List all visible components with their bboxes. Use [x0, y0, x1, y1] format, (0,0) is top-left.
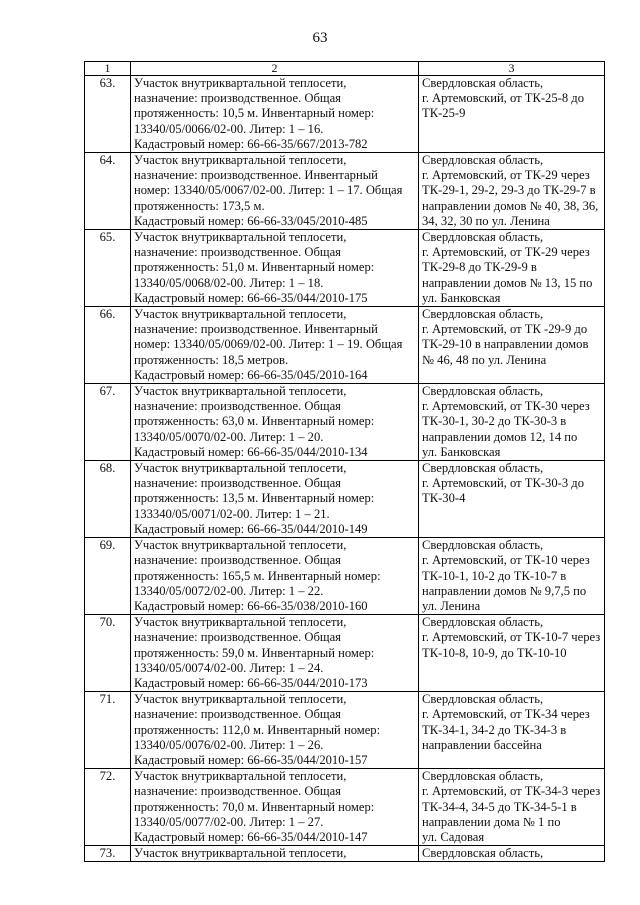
table-row [85, 692, 605, 769]
row-number-cell: 64. [85, 153, 131, 230]
table-row [85, 230, 605, 307]
object-description-cell: Участок внутриквартальной теплосети, назначение: производственное. Общая протяженность: 63,0 м. Инвентарный номер: 13340/05/0070/02-00. Литер: 1 – 20. Кадастровый номер: 66-66-35/044/2010-134 [131, 384, 419, 461]
column-header: 2 [131, 62, 419, 76]
object-location-cell: Свердловская область, г. Артемовский, от ТК -29-9 до ТК-29-10 в направлении домов № 46, 48 по ул. Ленина [419, 307, 605, 384]
page-number: 63 [312, 30, 328, 46]
object-location-cell: Свердловская область, г. Артемовский, от ТК-25-8 до ТК-25-9 [419, 76, 605, 153]
object-location-cell: Свердловская область, г. Артемовский, от ТК-30 через ТК-30-1, 30-2 до ТК-30-3 в направлении домов 12, 14 по ул. Банковская [419, 384, 605, 461]
object-location-cell: Свердловская область, г. Артемовский, от ТК-10 через ТК-10-1, 10-2 до ТК-10-7 в направлении домов № 9,7,5 по ул. Ленина [419, 538, 605, 615]
table-row [85, 384, 605, 461]
table-row [85, 538, 605, 615]
object-description-cell: Участок внутриквартальной теплосети, назначение: производственное. Общая протяженность: 10,5 м. Инвентарный номер: 13340/05/0066/02-00. Литер: 1 – 16. Кадастровый номер: 66-66-35/667/2013-782 [131, 76, 419, 153]
row-number-cell: 67. [85, 384, 131, 461]
object-description-cell: Участок внутриквартальной теплосети, назначение: производственное. Общая протяженность: 165,5 м. Инвентарный номер: 13340/05/0072/02-00. Литер: 1 – 22. Кадастровый номер: 66-66-35/038/2010-160 [131, 538, 419, 615]
row-number-cell: 63. [85, 76, 131, 153]
object-description-cell: Участок внутриквартальной теплосети, назначение: производственное. Инвентарный номер: 13340/05/0069/02-00. Литер: 1 – 19. Общая протяженность: 18,5 метров. Кадастровый номер: 66-66-35/045/2010-164 [131, 307, 419, 384]
row-number-cell: 73. [85, 846, 131, 862]
table-row [85, 846, 605, 862]
property-table [84, 61, 605, 862]
table-row [85, 769, 605, 846]
row-number-cell: 68. [85, 461, 131, 538]
table-row [85, 461, 605, 538]
row-number-cell: 66. [85, 307, 131, 384]
object-description-cell: Участок внутриквартальной теплосети, назначение: производственное. Общая протяженность: 59,0 м. Инвентарный номер: 13340/05/0074/02-00. Литер: 1 – 24. Кадастровый номер: 66-66-35/044/2010-173 [131, 615, 419, 692]
object-location-cell: Свердловская область, г. Артемовский, от ТК-29 через ТК-29-1, 29-2, 29-3 до ТК-29-7 в направлении домов № 40, 38, 36, 34, 32, 30 по ул. Ленина [419, 153, 605, 230]
row-number-cell: 72. [85, 769, 131, 846]
object-location-cell: Свердловская область, [419, 846, 605, 862]
object-location-cell: Свердловская область, г. Артемовский, от ТК-34 через ТК-34-1, 34-2 до ТК-34-3 в направлении бассейна [419, 692, 605, 769]
table-row [85, 153, 605, 230]
table-row [85, 615, 605, 692]
row-number-cell: 65. [85, 230, 131, 307]
column-header: 3 [419, 62, 605, 76]
object-location-cell: Свердловская область, г. Артемовский, от ТК-29 через ТК-29-8 до ТК-29-9 в направлении домов № 13, 15 по ул. Банковская [419, 230, 605, 307]
row-number-cell: 71. [85, 692, 131, 769]
object-description-cell: Участок внутриквартальной теплосети, назначение: производственное. Общая протяженность: 51,0 м. Инвентарный номер: 13340/05/0068/02-00. Литер: 1 – 18. Кадастровый номер: 66-66-35/044/2010-175 [131, 230, 419, 307]
table-row [85, 76, 605, 153]
column-header: 1 [85, 62, 131, 76]
object-description-cell: Участок внутриквартальной теплосети, назначение: производственное. Общая протяженность: 112,0 м. Инвентарный номер: 13340/05/0076/02-00. Литер: 1 – 26. Кадастровый номер: 66-66-35/044/2010-157 [131, 692, 419, 769]
table-header-row [85, 62, 605, 76]
row-number-cell: 70. [85, 615, 131, 692]
object-description-cell: Участок внутриквартальной теплосети, назначение: производственное. Инвентарный номер: 13340/05/0067/02-00. Литер: 1 – 17. Общая протяженность: 173,5 м. Кадастровый номер: 66-66-33/045/2010-485 [131, 153, 419, 230]
row-number-cell: 69. [85, 538, 131, 615]
object-description-cell: Участок внутриквартальной теплосети, [131, 846, 419, 862]
object-description-cell: Участок внутриквартальной теплосети, назначение: производственное. Общая протяженность: 70,0 м. Инвентарный номер: 13340/05/0077/02-00. Литер: 1 – 27. Кадастровый номер: 66-66-35/044/2010-147 [131, 769, 419, 846]
object-location-cell: Свердловская область, г. Артемовский, от ТК-34-3 через ТК-34-4, 34-5 до ТК-34-5-1 в направлении дома № 1 по ул. Садовая [419, 769, 605, 846]
table-row [85, 307, 605, 384]
object-location-cell: Свердловская область, г. Артемовский, от ТК-30-3 до ТК-30-4 [419, 461, 605, 538]
object-description-cell: Участок внутриквартальной теплосети, назначение: производственное. Общая протяженность: 13,5 м. Инвентарный номер: 133340/05/0071/02-00. Литер: 1 – 21. Кадастровый номер: 66-66-35/044/2010-149 [131, 461, 419, 538]
object-location-cell: Свердловская область, г. Артемовский, от ТК-10-7 через ТК-10-8, 10-9, до ТК-10-10 [419, 615, 605, 692]
